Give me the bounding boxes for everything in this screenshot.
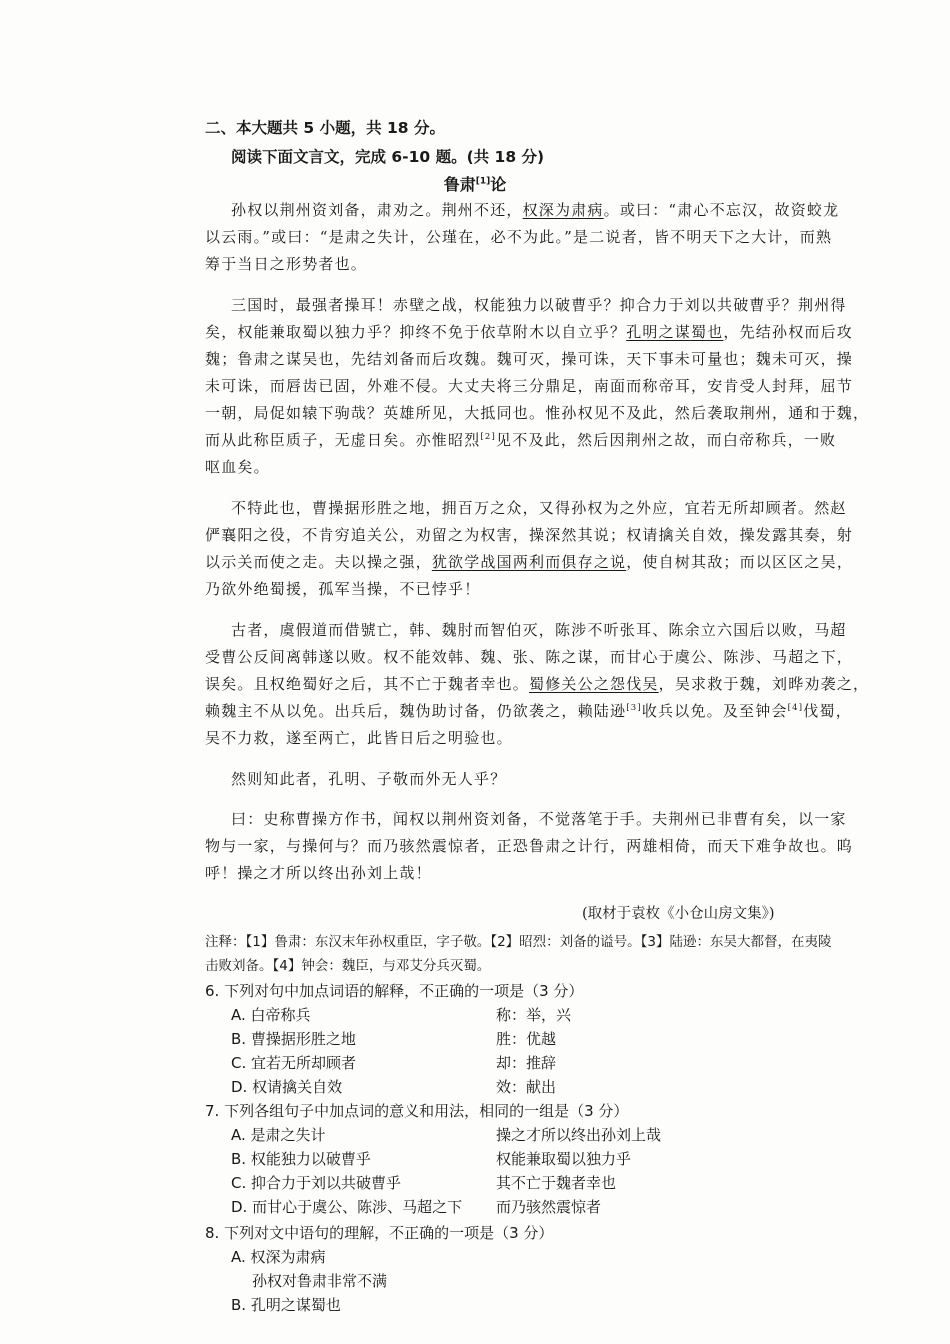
text-run: 矣，权能兼取蜀以独力乎？抑终不免于依草附木以自立乎？ [205,323,627,341]
instruction: 阅读下面文言文，完成 6-10 题。(共 18 分) [231,148,545,166]
p6-line-3: 呼！操之才所以终出孙刘上哉！ [205,864,432,882]
q7-option-a [231,1124,326,1145]
title-note-mark: [1] [475,176,491,187]
p2-line-7: 呕血矣。 [205,458,270,476]
option-label: A. [231,1006,246,1024]
underlined-phrase: 权深为肃病 [522,201,604,219]
q6-option-d-gloss: 效：献出 [496,1078,557,1096]
footnote-mark: [4] [787,703,804,713]
option-label: B. [231,1150,247,1168]
text-run: 伐蜀， [803,702,852,720]
q7-option-a-compare: 操之才所以终出孙刘上哉 [496,1126,662,1144]
option-text: 抑合力于刘以共破曹乎 [251,1174,402,1192]
question-6-stem: 6. 下列对句中加点词语的解释，不正确的一项是（3 分） [205,982,584,1000]
q6-option-a-gloss: 称：举，兴 [496,1006,572,1024]
p1-line-1 [231,199,839,220]
text-run: 而从此称臣质子，无虚日矣。亦惟昭烈 [205,431,481,449]
q8-option-a: A. 权深为肃病 [231,1248,326,1266]
p3-line-4: 乃欲外绝蜀援，孤军当操，不已悖乎！ [205,580,481,598]
q6-option-a [231,1004,311,1025]
q8-option-b: B. 孔明之谋蜀也 [231,1296,341,1314]
q6-option-b-gloss: 胜：优越 [496,1030,557,1048]
p4-line-4 [205,700,852,721]
question-8-stem: 8. 下列对文中语句的理解，不正确的一项是（3 分） [205,1224,554,1242]
p6-line-2: 物与一家，与操何与？而乃骇然震惊者，正恐鲁肃之计行，两雄相倚，而天下难争故也。呜 [205,837,854,855]
p2-line-1: 三国时，最强者操耳！赤壁之战，权能独力以破曹乎？抑合力于刘以共破曹乎？荆州得 [231,296,847,314]
underlined-phrase: 孔明之谋蜀也 [626,323,724,341]
title-text: 鲁肃 [443,175,476,194]
text-run: 孙权以荆州资刘备，肃劝之。荆州不还， [231,201,523,219]
p4-line-1: 古者，虞假道而借號亡，韩、魏肘而智伯灭，陈涉不听张耳、陈余立六国后以败，马超 [231,621,847,639]
option-label: C. [231,1054,247,1072]
footnote-mark: [2] [480,432,497,442]
option-label: D. [231,1078,248,1096]
underlined-phrase: 蜀修关公之怨伐吴 [529,675,659,693]
p4-line-2: 受曹公反间离韩遂以败。权不能效韩、魏、张、陈之谋，而甘心于虞公、陈涉、马超之下， [205,648,854,666]
option-label: D. [231,1198,248,1216]
option-text: 是肃之失计 [250,1126,326,1144]
question-7-stem: 7. 下列各组句子中加点词的意义和用法，相同的一组是（3 分） [205,1102,629,1120]
p3-line-3 [205,551,853,572]
notes-line-1: 注释：【1】鲁肃：东汉末年孙权重臣，字子敬。【2】昭烈：刘备的谥号。【3】陆逊：东吴大都督，在夷陵 [205,934,832,950]
p2-line-6 [205,429,836,450]
p1-line-2: 以云雨。”或曰：“是肃之失计，公瑾在，必不为此。”是二说者，皆不明天下之大计，而熟 [205,228,833,246]
q7-option-d-compare: 而乃骇然震惊者 [496,1198,602,1216]
option-text: 宜若无所却顾者 [251,1054,357,1072]
p3-line-2: 俨襄阳之役，不肯穷追关公，劝留之为权害，操深然其说；权请擒关自效，操发露其奏，射 [205,526,854,544]
text-run: ，吴求救于魏，刘晔劝袭之， [658,675,870,693]
notes-line-2: 击败刘备。【4】钟会：魏臣，与邓艾分兵灭蜀。 [205,958,491,974]
passage-title [0,172,950,195]
option-label: C. [231,1174,247,1192]
text-run: 收兵以免。及至钟会 [641,702,788,720]
option-label: B. [231,1030,247,1048]
text-run: 误矣。且权绝蜀好之后，其不亡于魏者幸也。 [205,675,530,693]
option-text: 白帝称兵 [250,1006,311,1024]
text-run: 以示关而使之走。夫以操之强， [205,553,432,571]
p3-line-1: 不特此也，曹操据形胜之地，拥百万之众，又得孙权为之外应，宜若无所却顾者。然赵 [231,499,847,517]
option-label: A. [231,1126,246,1144]
p1-line-3: 筹于当日之形势者也。 [205,255,368,273]
q7-option-b-compare: 权能兼取蜀以独力乎 [496,1150,632,1168]
p6-line-1: 曰：史称曹操方作书，闻权以荆州资刘备，不觉落笔于手。夫荆州已非曹有矣，以一家 [231,810,847,828]
text-run: ，使自树其敌；而以区区之吴， [626,553,854,571]
text-run: 。或曰：“肃心不忘汉，故资蛟龙 [603,201,840,219]
p4-line-5: 吴不力救，遂至两亡，此皆日后之明验也。 [205,729,513,747]
option-text: 权能独力以破曹乎 [250,1150,371,1168]
p2-line-2 [205,321,853,342]
text-run: ，先结孙权而后攻 [723,323,854,341]
p2-line-5: 一朝，局促如辕下驹哉？英雄所见，大抵同也。惟孙权见不及此，然后袭取荆州，通和于魏， [205,404,870,422]
p2-line-3: 魏；鲁肃之谋吴也，先结刘备而后攻魏。魏可灭，操可诛，天下事未可量也；魏未可灭，操 [205,350,854,368]
q6-option-d [231,1076,342,1097]
p5-line-1: 然则知此者，孔明、子敬而外无人乎？ [231,770,507,788]
option-text: 权请擒关自效 [252,1078,343,1096]
q7-option-c [231,1172,401,1193]
title-suffix: 论 [490,175,507,194]
footnote-mark: [3] [626,703,642,713]
section-header: 二、本大题共 5 小题，共 18 分。 [205,119,445,137]
p4-line-3 [205,673,869,694]
q6-option-c-gloss: 却：推辞 [496,1054,557,1072]
q7-option-d [231,1196,462,1217]
q6-option-b [231,1028,356,1049]
text-run: 见不及此，然后因荆州之故，而白帝称兵，一败 [496,431,837,449]
q8-option-a-explanation: 孙权对鲁肃非常不满 [252,1272,388,1290]
text-run: 赖魏主不从以免。出兵后，魏伪助讨备，仍欲袭之，赖陆逊 [205,702,627,720]
source-citation: (取材于袁枚《小仓山房文集》) [582,906,775,922]
option-text: 而甘心于虞公、陈涉、马超之下 [252,1198,463,1216]
option-text: 曹操据形胜之地 [250,1030,356,1048]
q7-option-c-compare: 其不亡于魏者幸也 [496,1174,617,1192]
p2-line-4: 未可诛，而唇齿已固，外难不侵。大丈夫将三分鼎足，南面而称帝耳，安肯受人封拜，屈节 [205,377,854,395]
q7-option-b [231,1148,371,1169]
q6-option-c [231,1052,356,1073]
underlined-phrase: 犹欲学战国两利而俱存之说 [431,553,627,571]
